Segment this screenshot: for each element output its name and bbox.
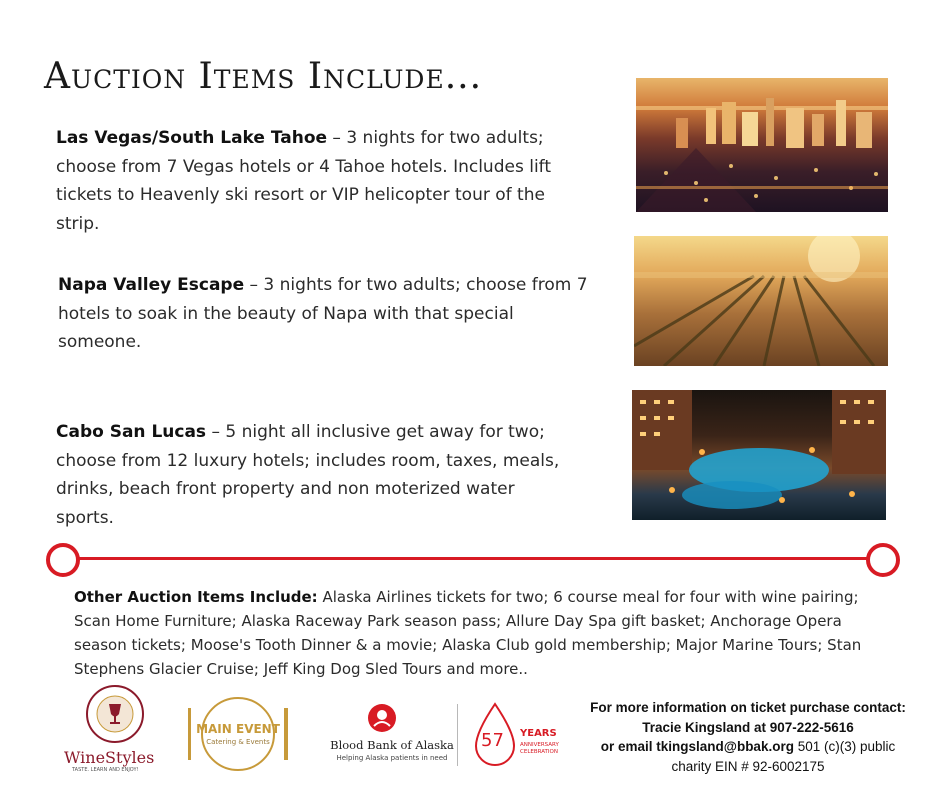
auction-item-napa: [58, 271, 588, 357]
winestyles-name: WineStyles: [64, 748, 155, 767]
divider-circle-right: [866, 543, 900, 577]
auction-item-cabo: [56, 418, 576, 532]
winestyles-tagline: TASTE. LEARN AND ENJOY!: [72, 767, 139, 773]
contact-ein: charity EIN # 92-6002175: [671, 758, 825, 774]
other-items-label: Other Auction Items Include:: [74, 588, 318, 606]
contact-line-2: Tracie Kingsland at 907-222-5616: [642, 719, 854, 735]
logo-separator: [457, 704, 458, 766]
item-description: – 3 nights for two adults; choose from 7 Vegas hotels or 4 Tahoe hotels. Includes lift tickets to Heavenly ski resort or VIP helicopter tour of the strip.: [56, 128, 552, 234]
item-description: – 3 nights for two adults; choose from 7 hotels to soak in the beauty of Napa with that special someone.: [58, 275, 588, 352]
page-title: Auction Items Include...: [44, 56, 483, 97]
item-description: – 5 night all inclusive get away for two; choose from 12 luxury hotels; includes room, taxes, meals, drinks, beach front property and non moterized water sports.: [56, 422, 560, 528]
auction-item-las-vegas: [56, 124, 586, 238]
other-items-text: Alaska Airlines tickets for two; 6 course meal for four with wine pairing; Scan Home Furniture; Alaska Raceway Park season pass; Allure Day Spa gift basket; Anchorage Opera season tickets; Moose's Tooth Dinner & a movie; Alaska Club gold membership; Major Marine Tours; Stan Stephens Glacier Cruise; Jeff King Dog Sled Tours and more..: [74, 588, 862, 678]
item-name: Napa Valley Escape: [58, 275, 245, 295]
anniversary-sub-2: CELEBRATION: [520, 749, 558, 755]
item-name: Cabo San Lucas: [56, 422, 207, 442]
divider-line: [62, 557, 884, 560]
main-event-sub: Catering & Events: [206, 738, 270, 746]
contact-info: [572, 698, 924, 776]
contact-line-1: For more information on ticket purchase contact:: [590, 700, 906, 715]
blood-bank-tagline: Helping Alaska patients in need: [336, 754, 448, 762]
contact-line-3-rest: 501 (c)(3) public: [793, 739, 896, 754]
main-event-name: MAIN EVENT: [196, 722, 280, 736]
item-name: Las Vegas/South Lake Tahoe: [56, 128, 328, 148]
anniversary-years: YEARS: [520, 728, 557, 739]
cabo-resort-photo: [632, 390, 886, 520]
blood-bank-name: Blood Bank of Alaska: [330, 738, 454, 752]
napa-vineyard-photo: [634, 236, 888, 366]
other-auction-items: [74, 585, 864, 681]
anniversary-number: 57: [481, 730, 504, 751]
contact-email: or email tkingsland@bbak.org: [600, 739, 794, 754]
anniversary-sub-1: ANNIVERSARY: [520, 742, 559, 748]
divider-circle-left: [46, 543, 80, 577]
las-vegas-photo: [636, 78, 888, 212]
